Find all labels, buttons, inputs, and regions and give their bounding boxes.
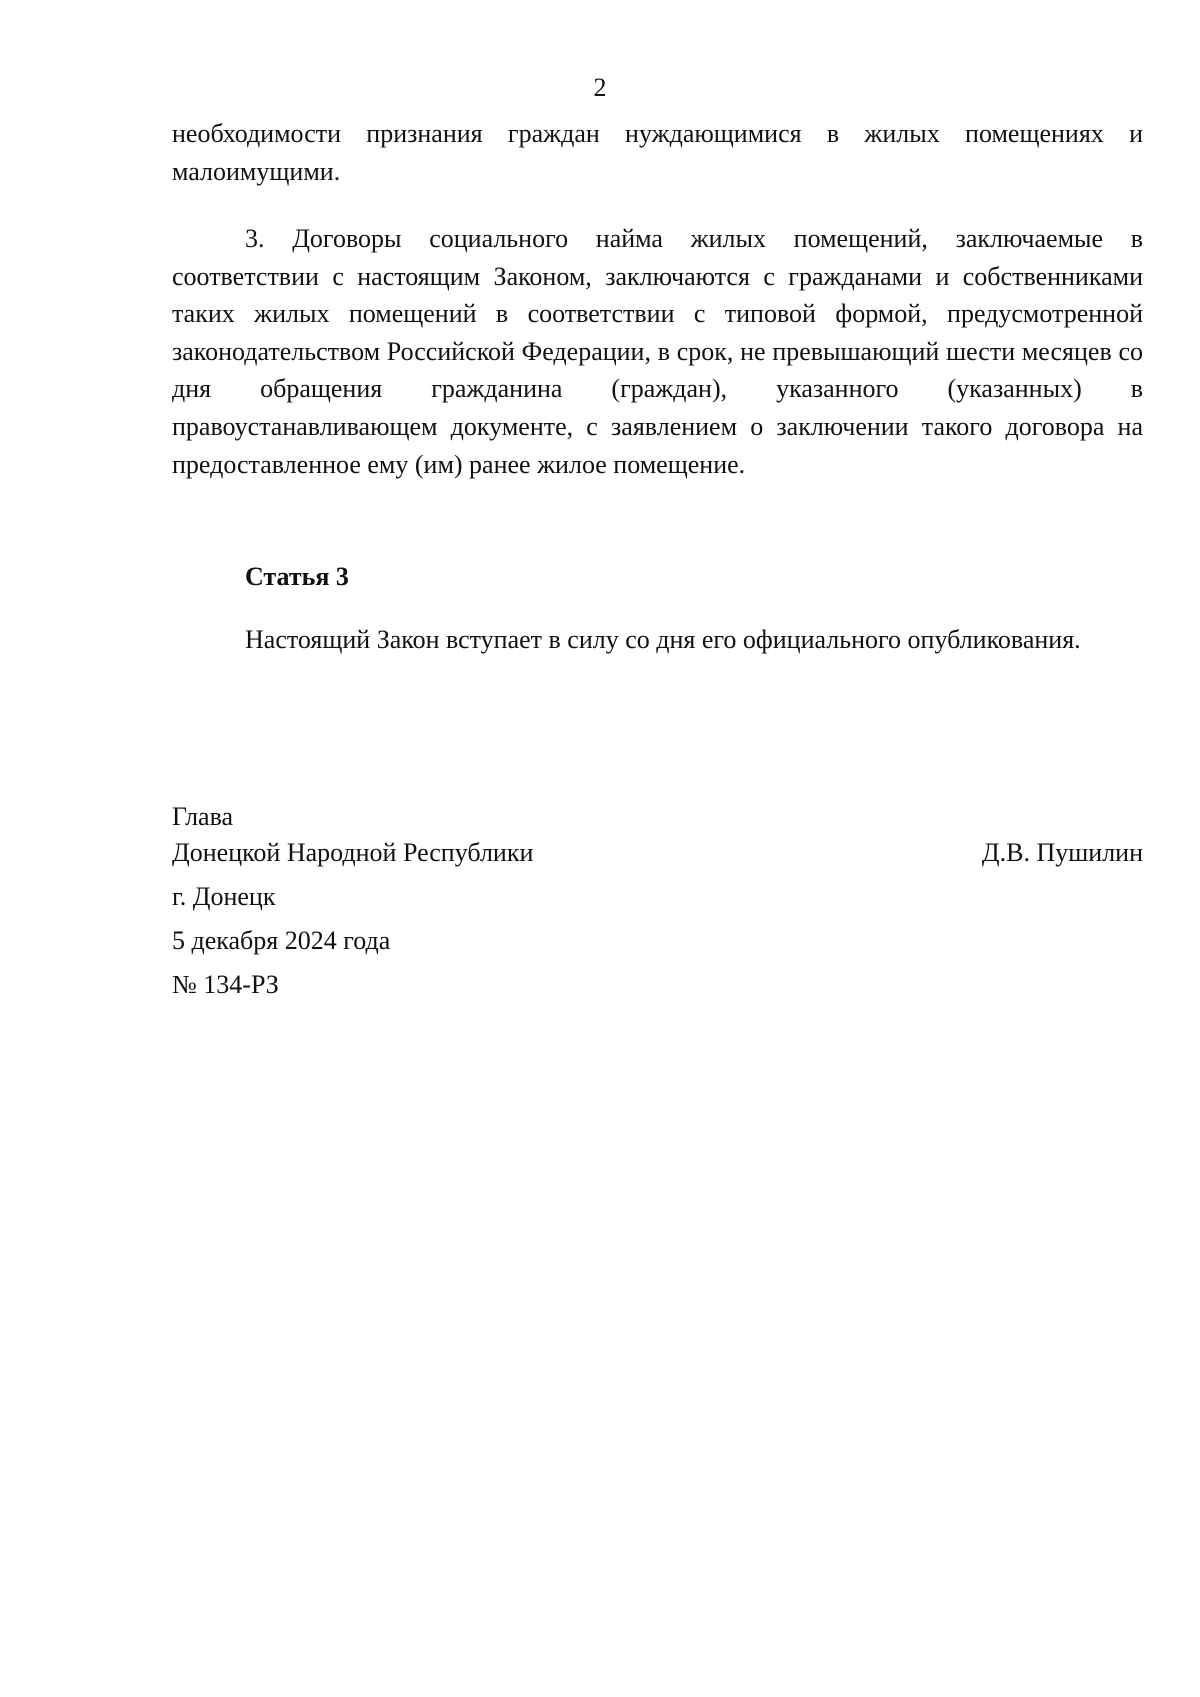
signatory-name: Д.В. Пушилин (981, 838, 1143, 867)
article-3-text: Настоящий Закон вступает в силу со дня его официального опубликования. (245, 625, 1081, 654)
clause-3-paragraph: 3. Договоры социального найма жилых помещений, заключаемые в соответствии с настоящим Законом, заключаются с гражданами и собственниками таких жилых помещений в соответствии с типовой формой, предусмотренной законодательством Российской Федерации, в срок, не превышающий шести месяцев со дня обращения гражданина (граждан), указанного (указанных) в правоустанавливающем документе, с заявлением о заключении такого договора на предоставленное ему (им) ранее жилое помещение. (172, 224, 1143, 479)
signatory-organization: Донецкой Народной Республики (172, 838, 534, 867)
article-3-heading: Статья 3 (245, 562, 349, 591)
page-number: 2 (593, 73, 607, 102)
signing-city: г. Донецк (172, 882, 276, 911)
law-number: № 134-РЗ (172, 970, 279, 999)
signing-date: 5 декабря 2024 года (172, 926, 391, 955)
signatory-title: Глава (172, 802, 234, 831)
continuation-paragraph: необходимости признания граждан нуждающимися в жилых помещениях и малоимущими. (172, 119, 1143, 186)
